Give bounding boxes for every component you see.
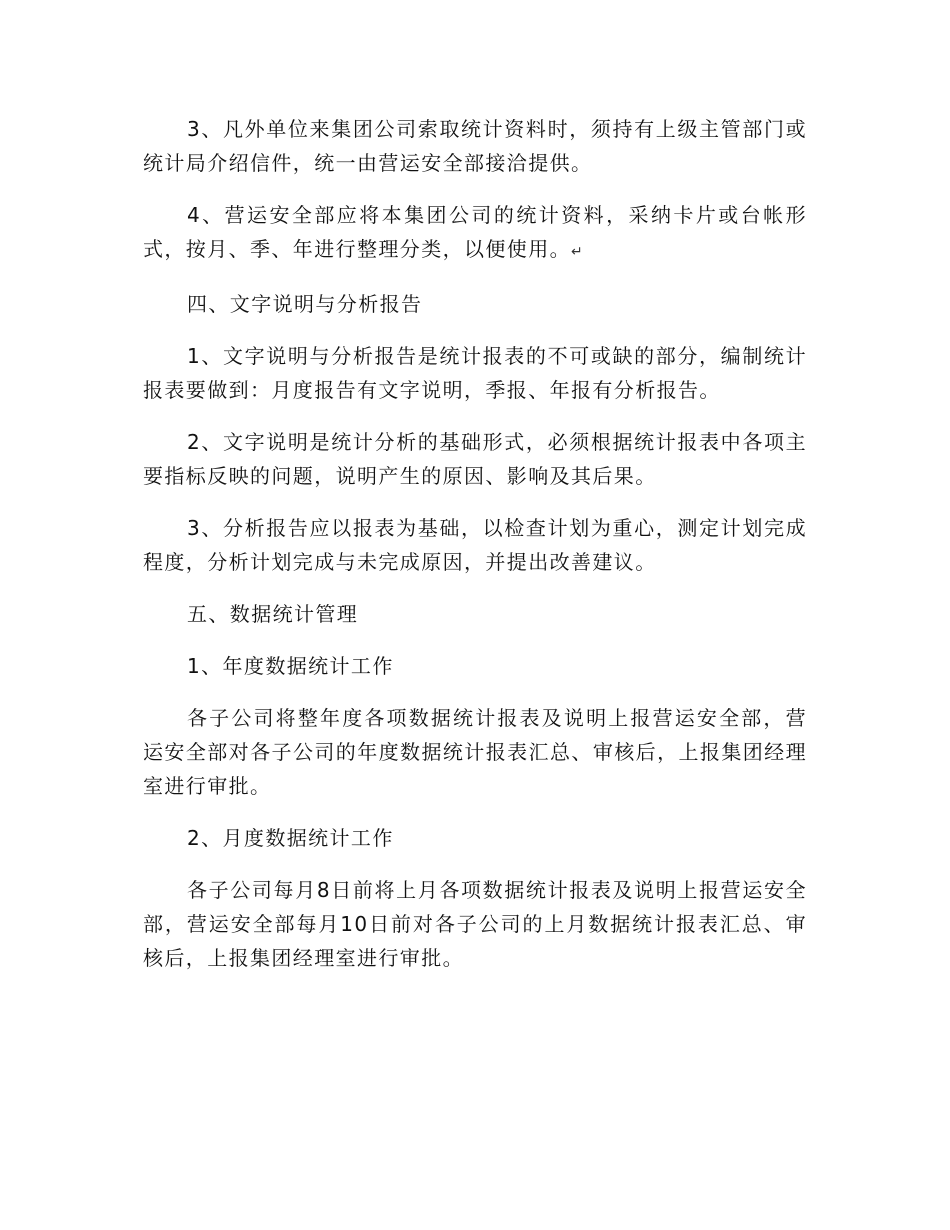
paragraph-mark-icon: ↵ — [571, 244, 583, 260]
paragraph-report-requirements: 1、文字说明与分析报告是统计报表的不可或缺的部分，编制统计报表要做到：月度报告有文字说明，季报、年报有分析报告。 — [143, 344, 807, 402]
section-heading-5: 五、数据统计管理 — [187, 602, 359, 626]
paragraph-analysis-report: 3、分析报告应以报表为基础，以检查计划为重心，测定计划完成程度，分析计划完成与未完成原因，并提出改善建议。 — [143, 516, 807, 574]
document-page — [143, 112, 807, 993]
paragraph-annual-statistics: 各子公司将整年度各项数据统计报表及说明上报营运安全部，营运安全部对各子公司的年度数据统计报表汇总、审核后，上报集团经理室进行审批。 — [143, 706, 807, 798]
paragraph-data-organization — [143, 198, 807, 269]
section-heading-4: 四、文字说明与分析报告 — [187, 292, 423, 316]
subsection-heading-annual: 1、年度数据统计工作 — [187, 654, 394, 678]
paragraph-external-requests: 3、凡外单位来集团公司索取统计资料时，须持有上级主管部门或统计局介绍信件，统一由营运安全部接洽提供。 — [143, 117, 807, 175]
paragraph-text-explanation: 2、文字说明是统计分析的基础形式，必须根据统计报表中各项主要指标反映的问题，说明产生的原因、影响及其后果。 — [143, 430, 807, 488]
paragraph-data-organization-text: 4、营运安全部应将本集团公司的统计资料，采纳卡片或台帐形式，按月、季、年进行整理分类，以便使用。 — [143, 203, 807, 261]
paragraph-monthly-statistics: 各子公司每月8日前将上月各项数据统计报表及说明上报营运安全部，营运安全部每月10日前对各子公司的上月数据统计报表汇总、审核后，上报集团经理室进行审批。 — [143, 878, 807, 970]
subsection-heading-monthly: 2、月度数据统计工作 — [187, 826, 394, 850]
